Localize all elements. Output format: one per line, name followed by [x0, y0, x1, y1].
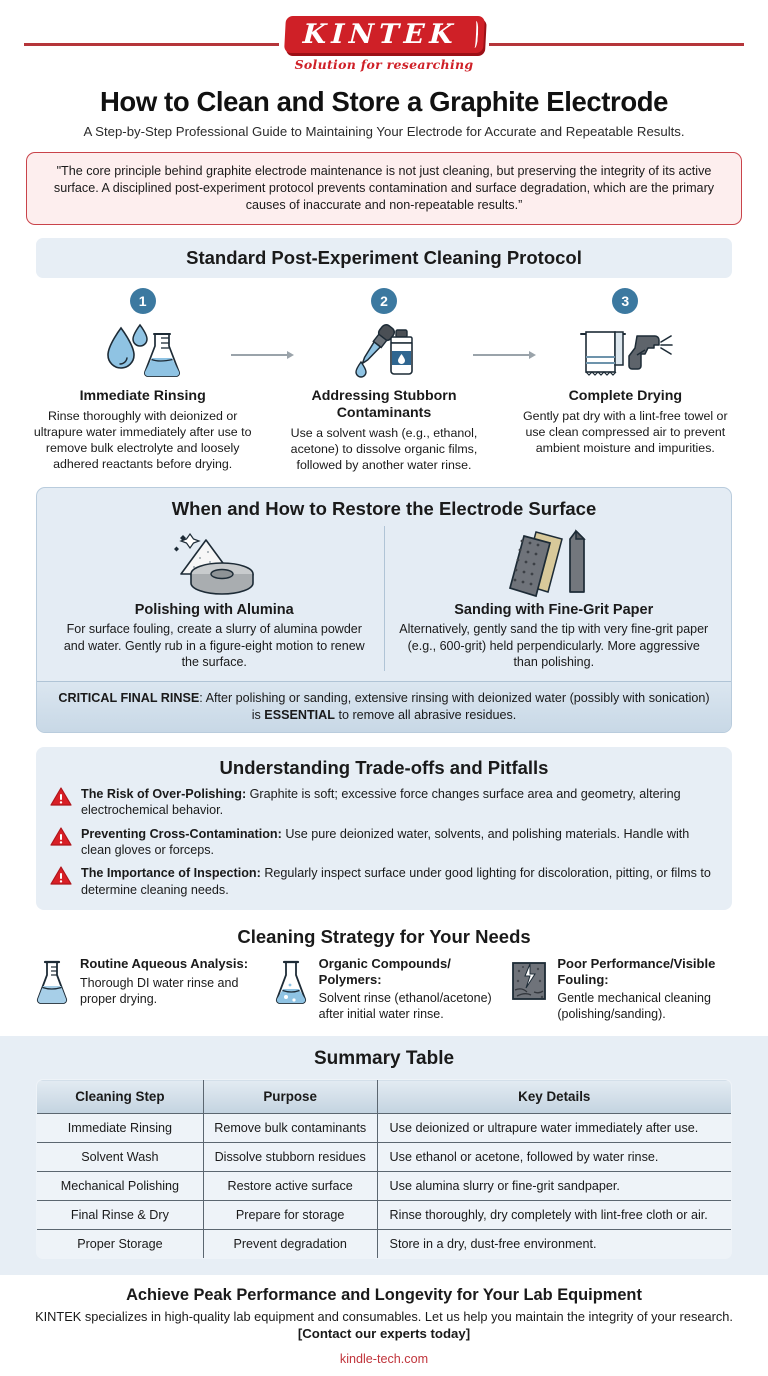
critical-body-2: to remove all abrasive residues. [334, 707, 517, 722]
protocol-heading-band [36, 238, 732, 278]
protocol-step-2 [263, 288, 504, 473]
water-droplet-flask-icon [30, 320, 255, 378]
step-title: Addressing Stubborn Contaminants [311, 388, 457, 422]
table-cell-details: Use alumina slurry or fine-grit sandpaper. [377, 1172, 731, 1201]
strategy-text: Thorough DI water rinse and proper drying. [80, 975, 239, 1006]
restore-title: Polishing with Alumina [134, 602, 294, 619]
strategy-items [26, 956, 742, 1022]
table-header-cell: Cleaning Step [37, 1080, 204, 1114]
footer-headline: Achieve Peak Performance and Longevity for Your Lab Equipment [126, 1286, 642, 1305]
table-cell-purpose: Prepare for storage [203, 1201, 377, 1230]
table-cell-details: Store in a dry, dust-free environment. [377, 1230, 731, 1259]
table-row [37, 1230, 732, 1259]
page-subtitle: A Step-by-Step Professional Guide to Maintaining Your Electrode for Accurate and Repeatable Results. [83, 124, 685, 139]
protocol-step-3 [505, 288, 746, 456]
table-row [37, 1143, 732, 1172]
flask-water-icon [32, 956, 72, 1007]
pitfall-item [50, 865, 718, 898]
step-number-badge: 2 [371, 288, 397, 314]
restore-heading: When and How to Restore the Electrode Surface [171, 498, 597, 520]
logo-wordmark: KINTEK [301, 19, 459, 50]
footer-body: KINTEK specializes in high-quality lab equipment and consumables. Let us help you maintain the integrity of your research. [35, 1309, 733, 1325]
strategy-title: Organic Compounds/ Polymers: [318, 956, 451, 987]
table-cell-step: Proper Storage [37, 1230, 204, 1259]
restore-columns [37, 520, 731, 681]
footer [0, 1275, 768, 1366]
pitfalls-heading: Understanding Trade-offs and Pitfalls [219, 756, 549, 778]
table-cell-details: Use deionized or ultrapure water immediately after use. [377, 1114, 731, 1143]
table-cell-purpose: Restore active surface [203, 1172, 377, 1201]
restore-title: Sanding with Fine-Grit Paper [454, 602, 654, 619]
warning-triangle-icon [50, 827, 72, 852]
protocol-heading: Standard Post-Experiment Cleaning Protocol [186, 247, 582, 268]
logo-plate [284, 16, 485, 53]
table-cell-step: Solvent Wash [37, 1143, 204, 1172]
pitfall-item [50, 786, 718, 819]
table-cell-details: Use ethanol or acetone, followed by water rinse. [377, 1143, 731, 1172]
towel-spray-gun-icon [513, 320, 738, 378]
table-cell-purpose: Dissolve stubborn residues [203, 1143, 377, 1172]
kintek-logo [279, 16, 489, 72]
strategy-heading: Cleaning Strategy for Your Needs [237, 926, 531, 948]
critical-final-rinse-bar [37, 681, 731, 732]
pitfall-body: Use pure deionized water, solvents, and polishing materials. Handle with clean gloves or forceps. [81, 826, 690, 858]
pitfall-text [81, 865, 718, 898]
step-text: Gently pat dry with a lint-free towel or use clean compressed air to prevent ambient moisture and impurities. [523, 409, 728, 456]
header-rule-right [489, 43, 744, 46]
table-row [37, 1172, 732, 1201]
pipette-solvent-bottle-icon [271, 320, 496, 378]
step-number-badge: 3 [612, 288, 638, 314]
warning-triangle-icon [50, 787, 72, 812]
table-header-row [37, 1080, 732, 1114]
step-text: Use a solvent wash (e.g., ethanol, acetone) to dissolve organic films, followed by another water rinse. [290, 426, 478, 473]
pull-quote: "The core principle behind graphite electrode maintenance is not just cleaning, but preserving the integrity of its active surface. A disciplined post-experiment protocol prevents contamination and surface degradation, which are the primary causes of inaccurate and non-repeatable results.” [26, 152, 742, 225]
pitfalls-section [36, 747, 732, 910]
contact-cta-link[interactable]: [Contact our experts today] [297, 1326, 471, 1342]
brand-header [0, 0, 768, 72]
header-rule-left [24, 43, 279, 46]
alumina-powder-polishing-pad-icon [57, 526, 372, 598]
summary-table [36, 1079, 732, 1259]
protocol-step-1 [22, 288, 263, 473]
pitfall-title: The Risk of Over-Polishing: [81, 786, 247, 801]
critical-emphasis: ESSENTIAL [264, 707, 335, 722]
table-row [37, 1201, 732, 1230]
step-text: Rinse thoroughly with deionized or ultrapure water immediately after use to remove bulk electrolyte and loosely adhered reactants before drying. [33, 409, 252, 472]
page-title: How to Clean and Store a Graphite Electrode [99, 86, 669, 117]
restore-text: For surface fouling, create a slurry of alumina powder and water. Gently rub in a figure-eight motion to renew the surface. [63, 622, 365, 670]
site-url[interactable]: kindle-tech.com [339, 1352, 429, 1367]
strategy-title: Routine Aqueous Analysis: [80, 956, 249, 972]
table-cell-step: Immediate Rinsing [37, 1114, 204, 1143]
restore-text: Alternatively, gently sand the tip with very fine-grit paper (e.g., 600-grit) held perpendicularly. More aggressive than polishing. [399, 622, 709, 670]
protocol-steps [22, 288, 746, 473]
logo-tagline: Solution for researching [294, 57, 474, 72]
table-row [37, 1114, 732, 1143]
strategy-text-block [557, 956, 736, 1022]
step-title: Immediate Rinsing [79, 388, 206, 404]
strategy-text: Solvent rinse (ethanol/acetone) after initial water rinse. [318, 991, 492, 1022]
summary-heading: Summary Table [313, 1048, 455, 1070]
table-cell-step: Final Rinse & Dry [37, 1201, 204, 1230]
strategy-text-block [80, 956, 259, 1007]
strategy-text: Gentle mechanical cleaning (polishing/sanding). [557, 991, 711, 1022]
table-header-cell: Key Details [377, 1080, 731, 1114]
critical-label: CRITICAL FINAL RINSE [58, 690, 200, 705]
restore-column-sanding [384, 526, 724, 671]
critical-body-1: : After polishing or sanding, extensive rinsing with deionized water (possibly with sonication) is [199, 690, 710, 722]
table-header-cell: Purpose [203, 1080, 377, 1114]
pitfall-text [81, 786, 718, 819]
flask-solvent-icon [271, 956, 311, 1007]
pitfall-title: The Importance of Inspection: [81, 866, 261, 881]
pitfall-body: Graphite is soft; excessive force changes surface area and geometry, altering electrochemical behavior. [81, 786, 681, 818]
pitfall-title: Preventing Cross-Contamination: [81, 826, 282, 841]
step-title: Complete Drying [568, 388, 683, 404]
table-cell-purpose: Prevent degradation [203, 1230, 377, 1259]
restore-section [36, 487, 732, 733]
table-cell-details: Rinse thoroughly, dry completely with lint-free cloth or air. [377, 1201, 731, 1230]
table-cell-step: Mechanical Polishing [37, 1172, 204, 1201]
step-number-badge: 1 [130, 288, 156, 314]
sandpaper-electrode-rod-icon [397, 526, 712, 598]
cracked-fouled-surface-icon [509, 956, 549, 1003]
strategy-item-routine [26, 956, 265, 1022]
pitfall-item [50, 826, 718, 859]
strategy-title: Poor Performance/Visible Fouling: [557, 956, 716, 987]
summary-section [0, 1036, 768, 1275]
strategy-item-organic [265, 956, 504, 1022]
table-cell-purpose: Remove bulk contaminants [203, 1114, 377, 1143]
warning-triangle-icon [50, 866, 72, 891]
pitfall-text [81, 826, 718, 859]
strategy-item-fouling [503, 956, 742, 1022]
restore-column-polishing [45, 526, 384, 671]
strategy-text-block [319, 956, 498, 1022]
pitfall-body: Regularly inspect surface under good lighting for discoloration, pitting, or films to determine cleaning needs. [81, 866, 711, 897]
